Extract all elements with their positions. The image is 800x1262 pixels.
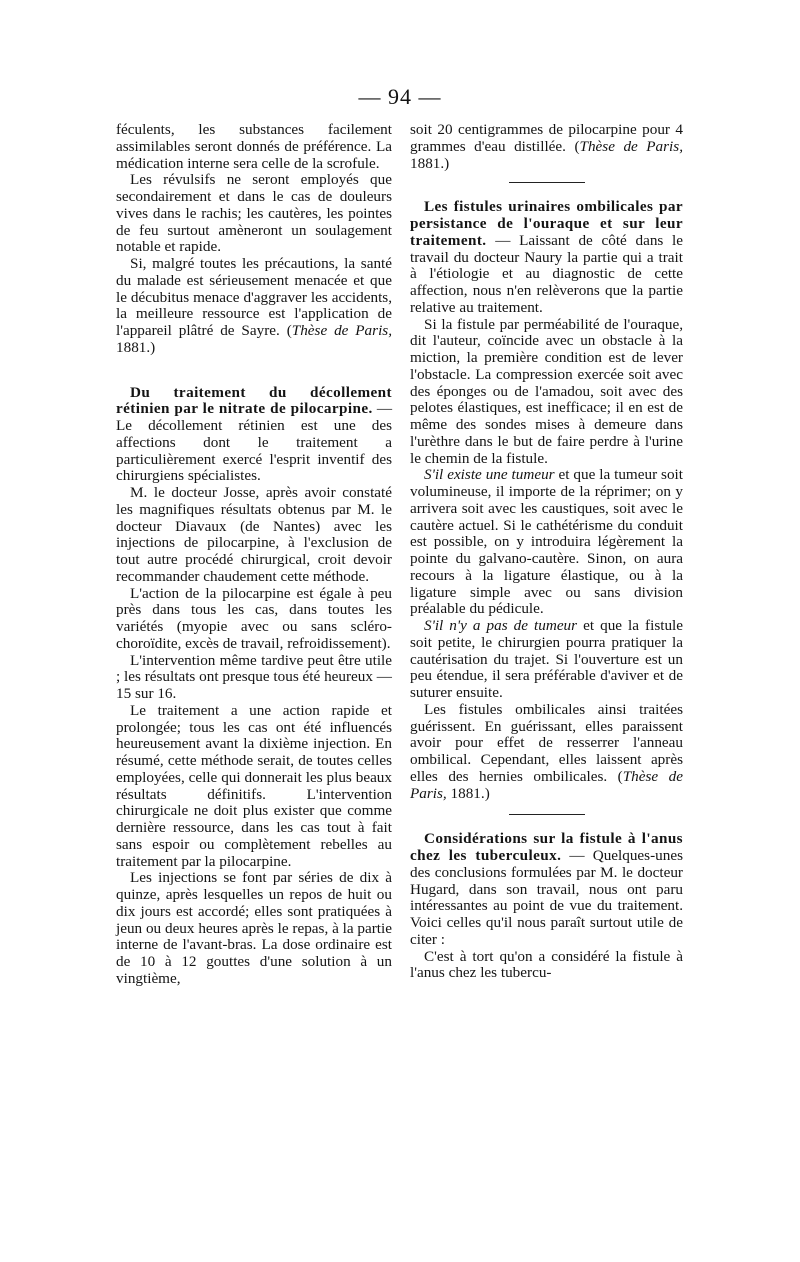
section-lead-text: — Laissant de côté dans le travail du docteur Naury la partie qui a trait à l'étiologie et au diagnostic de cette affection, nous n'en relèverons que la partie relative au traitement. (410, 231, 683, 316)
right-paragraph-1-text: soit 20 centigrammes de pilocarpine pour 4 grammes d'eau distillée. (410, 121, 683, 155)
left-paragraph-7: Le traitement a une action rapide et prolongée; tous les cas ont été influencés heureusement avant la dixième injection. En résumé, cette méthode serait, de toutes celles employées, celle qui donnerait les plus beaux résultats définitifs. L'intervention chirurgicale ne doit plus exister que comme dernière ressource, dans les cas tout à fait sans espoir ou complètement rebelles au traitement par la pilocarpine. (116, 701, 392, 870)
section-heading-urinary-fistulas: Les fistules urinaires ombilicales par persistance de l'ouraque et sur leur traitement. (410, 198, 683, 249)
page-number: — 94 — (358, 84, 442, 109)
left-paragraph-8: Les injections se font par séries de dix à quinze, après lesquelles un repos de huit ou dix jours est accordé; elles sont pratiquées à jeun ou deux heures après le repas, à la partie interne de l'avant-bras. La dose ordinaire est de 10 à 12 gouttes d'une solution à un vingtième, (116, 869, 392, 987)
right-paragraph-4-text: et que la fistule soit petite, le chirurgien pourra pratiquer la cautérisation du trajet. Si l'ouverture est un peu étendue, il sera préférable d'aviver et de suturer ensuite. (410, 617, 684, 701)
italic-phrase: S'il existe une tumeur (424, 466, 555, 484)
left-column (116, 122, 392, 988)
right-column (410, 122, 683, 982)
right-paragraph-4 (410, 618, 683, 702)
right-paragraph-5 (410, 702, 683, 803)
citation-title: Thèse de Paris, (579, 137, 683, 155)
section-lead-text: — Quelques-unes des conclusions formulées par M. le docteur Hugard, dans son travail, nous ont paru intéressantes au point de vue du traitement. Voici celles qu'il nous paraît surtout utile de citer : (410, 847, 683, 948)
citation-open: ( (574, 137, 580, 155)
section-heading-anal-fistula: Considérations sur la fistule à l'anus chez les tuberculeux. (410, 830, 683, 864)
citation-year: 1881.) (116, 338, 156, 356)
section-lead-text: — Le décollement rétinien est une des affections dont le traitement a particulièrement exercé l'esprit inventif des chirurgiens spécialistes. (116, 400, 393, 485)
left-paragraph-5: L'action de la pilocarpine est égale à peu près dans tous les cas, dans toutes les variétés (myopie avec ou sans scléro-choroïdite, excès de travail, refroidissement). (116, 584, 392, 652)
left-paragraph-2: Les révulsifs ne seront employés que secondairement et dans le cas de douleurs vives dans le rachis; les cautères, les pointes de feu surtout amèneront un soulagement notable et rapide. (116, 171, 392, 256)
citation-open: ( (607, 767, 623, 785)
citation-year: 1881.) (446, 784, 490, 802)
citation-title: Thèse de Paris, (291, 322, 392, 339)
right-paragraph-6: C'est à tort qu'on a considéré la fistule à l'anus chez les tubercu- (410, 947, 683, 982)
left-paragraph-3 (116, 256, 392, 357)
citation-title: Thèse de Paris, (410, 767, 683, 802)
left-paragraph-1: féculents, les substances facilement assimilables seront donnés de préférence. La médication interne sera celle de la scrofule. (116, 121, 392, 172)
section-retinal-detachment (116, 385, 392, 486)
right-paragraph-3 (410, 467, 683, 618)
citation-open: ( (286, 322, 292, 339)
left-paragraph-4: M. le docteur Josse, après avoir constaté les magnifiques résultats obtenus par M. le docteur Diavaux (de Nantes) avec les injections de pilocarpine, à l'exclusion de tout autre procédé chirurgical, croit devoir recommander chaudement cette méthode. (116, 484, 392, 585)
right-paragraph-2: Si la fistule par perméabilité de l'ouraque, dit l'auteur, coïncide avec un obstacle à la miction, la première condition est de lever l'obstacle. La compression exercée soit avec des éponges ou de l'amadou, soit avec des pelotes élastiques, est inefficace; il en est de même des sondes mises à demeure dans l'urèthre dans le but de faire perdre à l'urine le chemin de la fistule. (410, 315, 683, 467)
italic-phrase: S'il n'y a pas de tumeur (424, 617, 578, 634)
right-paragraph-3-text: et que la tumeur soit volumineuse, il importe de la réprimer; on y arrivera soit avec les caustiques, soit avec le cautère actuel. Si le cathétérisme du conduit est possible, on y introduira légèrement la pointe du galvano-cautère. Sinon, on aura recours à la ligature élastique, ou à la ligature simple avec ou sans division préalable du pédicule. (410, 466, 683, 618)
section-urinary-fistulas (410, 199, 683, 316)
right-paragraph-5-text: Les fistules ombilicales ainsi traitées guérissent. En guérissant, elles paraissent avoir pour effet de resserrer l'anneau ombilical. Cependant, elles laissent après elles des hernies ombilicales. (410, 700, 683, 785)
right-paragraph-1 (410, 122, 683, 172)
section-heading-retinal-detachment: Du traitement du décollement rétinien par le nitrate de pilocarpine. (116, 383, 392, 418)
citation-year: 1881.) (410, 154, 450, 172)
left-paragraph-3-text: Si, malgré toutes les précautions, la santé du malade est sérieusement menacée et que le décubitus menace d'aggraver les accidents, la meilleure ressource est l'application de l'appareil plâtré de Sayre. (116, 255, 392, 339)
section-anal-fistula (410, 831, 683, 948)
left-paragraph-6: L'intervention même tardive peut être utile ; les résultats ont presque tous été heureux — 15 sur 16. (116, 651, 392, 702)
